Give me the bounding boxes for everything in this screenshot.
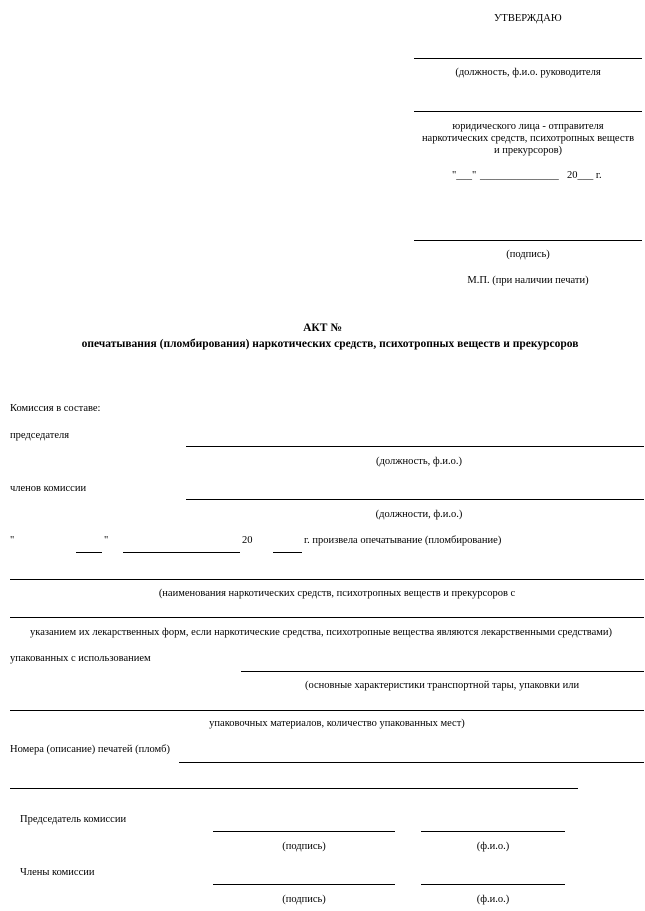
approval-date-year[interactable]: 20___ г. (567, 170, 602, 181)
chairman-name-field[interactable] (421, 831, 565, 832)
members-caption: (должности, ф.и.о.) (375, 509, 463, 520)
approval-entity-caption-2: наркотических средств, психотропных веществ (421, 133, 635, 144)
date-month-field[interactable] (123, 552, 240, 553)
members-signature-label: Члены комиссии (20, 867, 95, 878)
substances-caption-1: (наименования наркотических средств, психотропных веществ и прекурсоров с (158, 588, 516, 599)
approval-position-caption: (должность, ф.и.о. руководителя (455, 67, 601, 78)
document-subtitle: опечатывания (пломбирования) наркотических средств, психотропных веществ и прекурсоров (81, 338, 579, 350)
approval-entity-caption-1: юридического лица - отправителя (452, 121, 604, 132)
approval-signature-caption: (подпись) (506, 249, 550, 260)
chairman-name-caption: (ф.и.о.) (476, 841, 510, 852)
packaging-label: упакованных с использованием (10, 653, 151, 664)
date-day-field[interactable] (76, 552, 102, 553)
substances-field-2[interactable] (10, 617, 644, 618)
approval-stamp-caption: М.П. (при наличии печати) (467, 275, 589, 286)
members-label: членов комиссии (10, 483, 87, 494)
commission-intro: Комиссия в составе: (10, 403, 101, 414)
members-signature-field[interactable] (213, 884, 395, 885)
seals-field[interactable] (179, 762, 644, 763)
approval-date-day[interactable]: "___" (452, 170, 477, 181)
packaging-caption-1: (основные характеристики транспортной тары, упаковки или (305, 680, 580, 691)
packaging-caption-2: упаковочных материалов, количество упакованных мест) (209, 718, 465, 729)
members-field[interactable] (186, 499, 644, 500)
approval-entity-line[interactable] (414, 111, 642, 112)
approval-heading: УТВЕРЖДАЮ (494, 13, 562, 24)
approval-date-month[interactable]: _______________ (480, 170, 559, 181)
chairman-signature-caption: (подпись) (282, 841, 326, 852)
approval-entity-caption-3: и прекурсоров) (493, 145, 563, 156)
seals-field-2[interactable] (10, 788, 578, 789)
substances-caption-2: указанием их лекарственных форм, если наркотические средства, психотропные вещества являются лекарственными средствами) (30, 627, 613, 638)
members-signature-caption: (подпись) (282, 894, 326, 905)
date-quote-open: " (10, 535, 15, 546)
members-name-caption: (ф.и.о.) (476, 894, 510, 905)
packaging-field-2[interactable] (10, 710, 644, 711)
date-year-field[interactable] (273, 552, 302, 553)
chairman-signature-label: Председатель комиссии (20, 814, 127, 825)
chairman-caption: (должность, ф.и.о.) (376, 456, 462, 467)
date-year-prefix: 20 (242, 535, 253, 546)
substances-field[interactable] (10, 579, 644, 580)
document-title: АКТ № (303, 322, 342, 334)
approval-signature-line[interactable] (414, 240, 642, 241)
date-row-text: г. произвела опечатывание (пломбирование) (304, 535, 502, 546)
packaging-field[interactable] (241, 671, 644, 672)
seals-label: Номера (описание) печатей (пломб) (10, 744, 170, 755)
chairman-field[interactable] (186, 446, 644, 447)
members-name-field[interactable] (421, 884, 565, 885)
chairman-signature-field[interactable] (213, 831, 395, 832)
chairman-label: председателя (10, 430, 70, 441)
date-quote-close: " (104, 535, 109, 546)
approval-position-line[interactable] (414, 58, 642, 59)
